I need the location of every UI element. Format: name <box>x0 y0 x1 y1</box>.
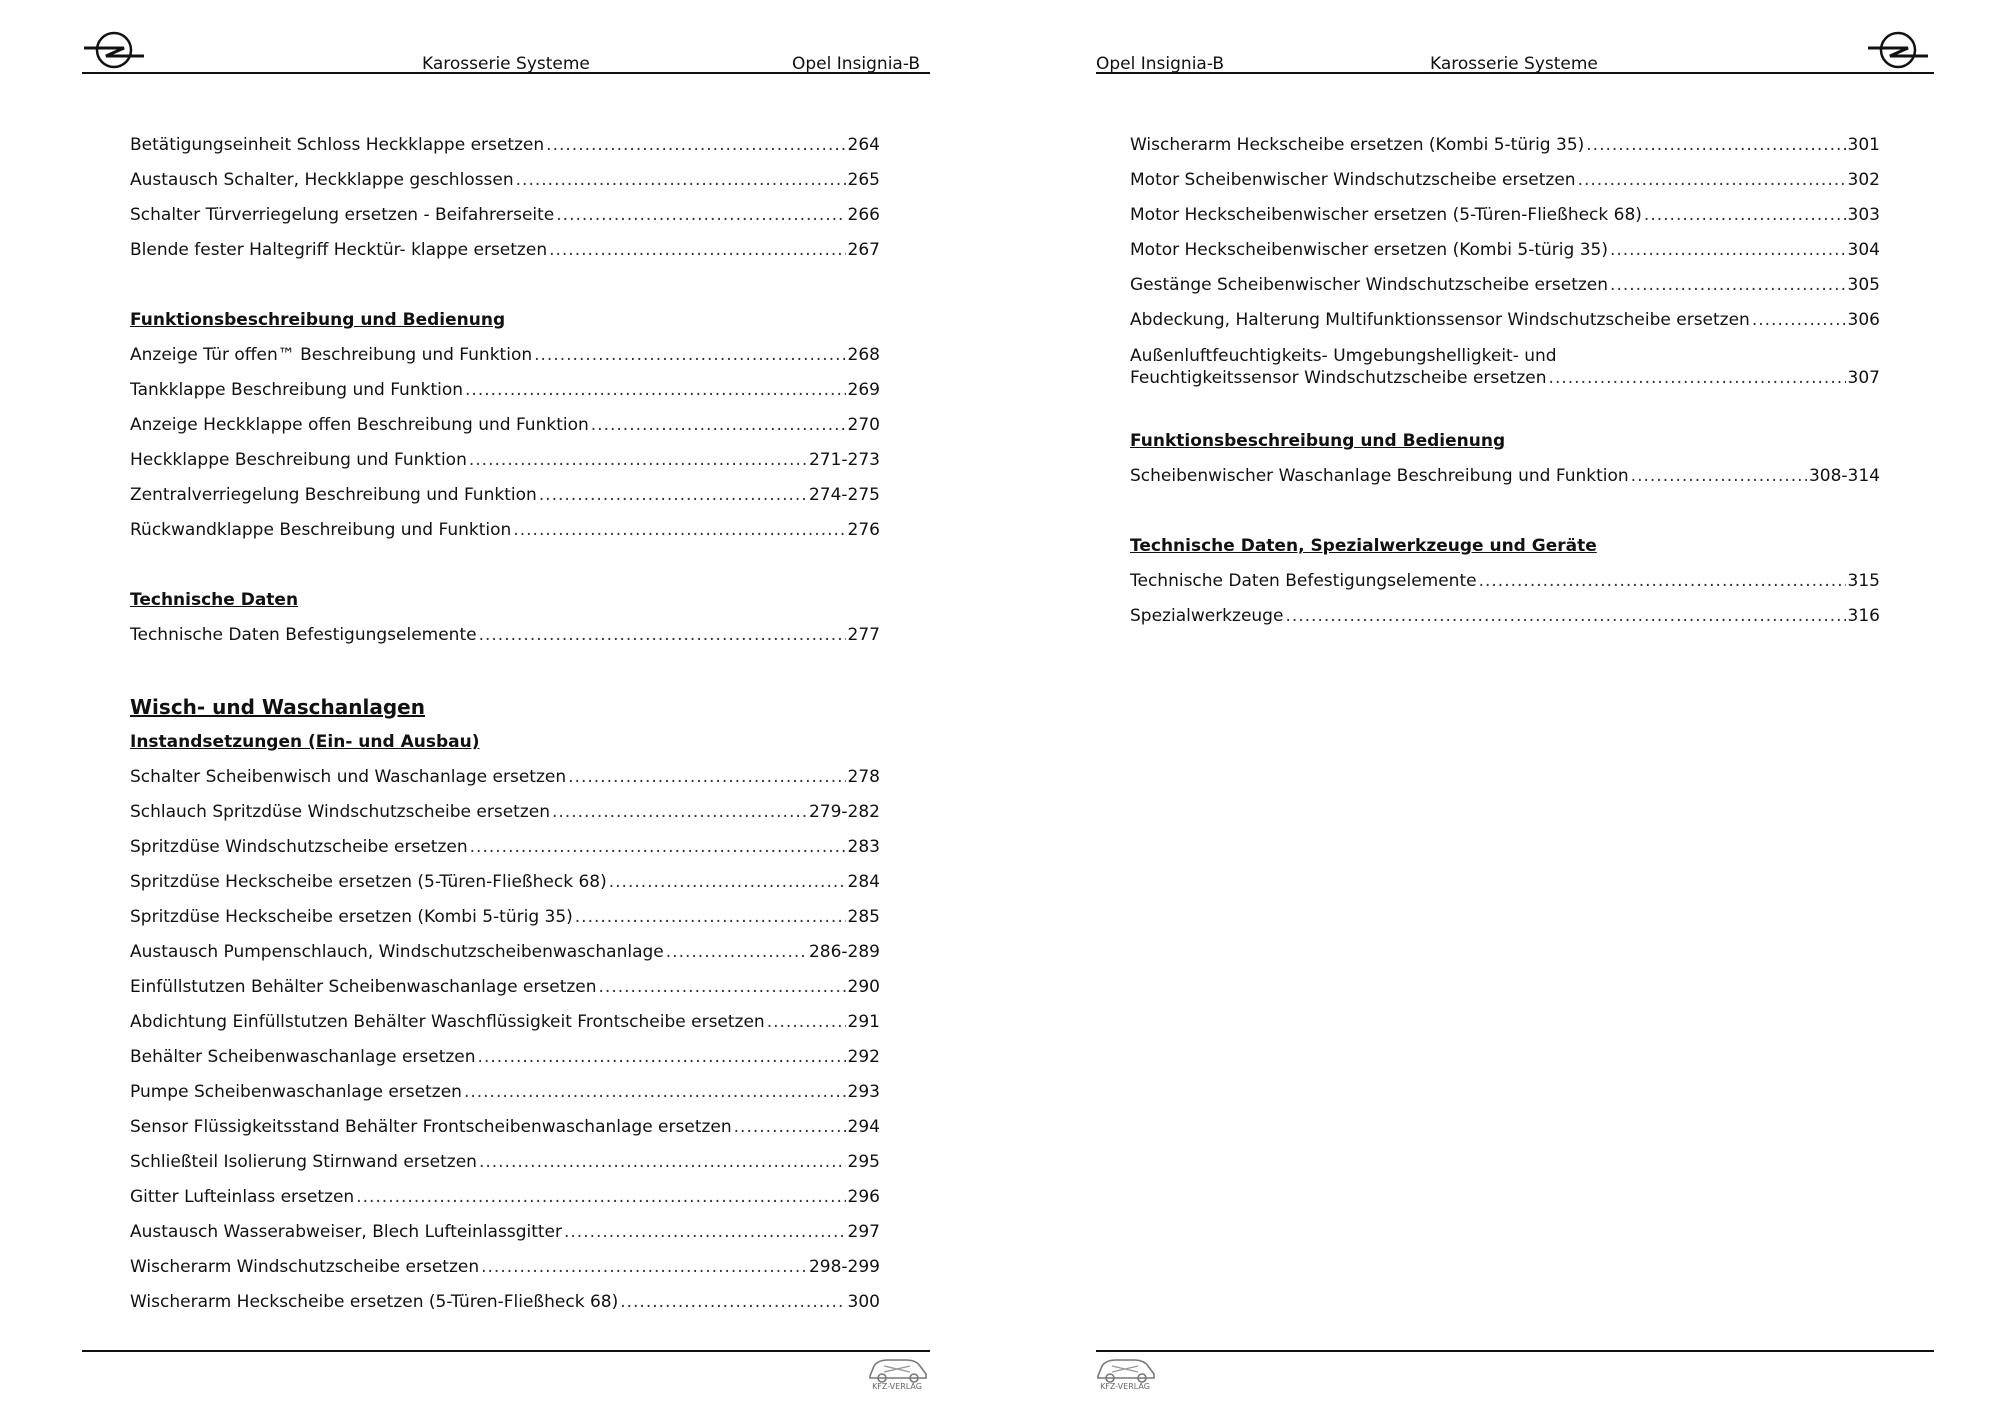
toc-entry[interactable] <box>130 373 880 408</box>
kfz-verlag-car-logo-icon <box>864 1352 930 1392</box>
toc-entry[interactable] <box>1130 564 1880 599</box>
toc-entry[interactable] <box>130 760 880 795</box>
toc-page-number: 304 <box>1847 240 1880 260</box>
toc-leader-dots <box>539 478 807 513</box>
toc-entry[interactable] <box>130 1005 880 1040</box>
toc-page-number: 264 <box>847 135 880 155</box>
toc-leader-dots <box>666 935 807 970</box>
toc-page-number: 294 <box>847 1117 880 1137</box>
toc-leader-dots <box>591 408 846 443</box>
section-heading-tech: Technische Daten, Spezialwerkzeuge und Geräte <box>1130 536 1597 556</box>
toc-entry-title: Spritzdüse Heckscheibe ersetzen (5-Türen-Fließheck 68) <box>130 872 607 892</box>
right-page <box>1000 0 2000 1413</box>
sub-heading-repair: Instandsetzungen (Ein- und Ausbau) <box>130 732 480 752</box>
section-heading-function: Funktionsbeschreibung und Bedienung <box>1130 431 1506 451</box>
toc-leader-dots <box>575 900 846 935</box>
toc-leader-dots <box>599 970 846 1005</box>
toc-page-number: 274-275 <box>808 485 880 505</box>
toc-entry-title: Einfüllstutzen Behälter Scheibenwaschanlage ersetzen <box>130 977 597 997</box>
toc-entry-title: Technische Daten Befestigungselemente <box>1130 571 1477 591</box>
toc-page-number: 300 <box>847 1292 880 1312</box>
toc-entry-title: Gestänge Scheibenwischer Windschutzscheibe ersetzen <box>1130 275 1609 295</box>
toc-entry[interactable] <box>130 233 880 268</box>
toc-entry-title: Motor Scheibenwischer Windschutzscheibe ersetzen <box>1130 170 1576 190</box>
toc-leader-dots <box>478 1040 846 1075</box>
toc-entry-title: Abdeckung, Halterung Multifunktionssensor Windschutzscheibe ersetzen <box>1130 310 1750 330</box>
toc-entry[interactable] <box>130 1075 880 1110</box>
toc-leader-dots <box>356 1180 845 1215</box>
toc-entry-title: Spritzdüse Heckscheibe ersetzen (Kombi 5-türig 35) <box>130 907 573 927</box>
toc-entry-title: Austausch Wasserabweiser, Blech Lufteinlassgitter <box>130 1222 562 1242</box>
opel-logo-icon <box>1866 30 1930 70</box>
toc-entry[interactable] <box>130 198 880 233</box>
toc-page-number: 292 <box>847 1047 880 1067</box>
toc-leader-dots <box>1644 198 1846 233</box>
toc-entry-title: Wischerarm Windschutzscheibe ersetzen <box>130 1257 480 1277</box>
header-model-title: Opel Insignia-B <box>792 54 921 74</box>
toc-page-number: 285 <box>847 907 880 927</box>
toc-entry[interactable] <box>130 408 880 443</box>
toc-leader-dots <box>620 1285 845 1320</box>
toc-entry[interactable] <box>130 830 880 865</box>
toc-page-number: 266 <box>847 205 880 225</box>
toc-entry-title: Anzeige Heckklappe offen Beschreibung und Funktion <box>130 415 589 435</box>
toc-entry-title: Zentralverriegelung Beschreibung und Funktion <box>130 485 537 505</box>
toc-page-number: 308-314 <box>1808 466 1880 486</box>
footer-rule <box>82 1350 930 1352</box>
toc-leader-dots <box>556 198 845 233</box>
header-rule <box>1096 72 1934 74</box>
toc-entry[interactable] <box>130 1215 880 1250</box>
toc-leader-dots <box>479 618 846 653</box>
toc-page-number: 307 <box>1847 368 1880 388</box>
toc-entry[interactable] <box>1130 163 1880 198</box>
toc-entry-title-line2: Feuchtigkeitssensor Windschutzscheibe ersetzen <box>1130 368 1547 388</box>
toc-page-number: 290 <box>847 977 880 997</box>
toc-leader-dots <box>479 1145 846 1180</box>
toc-entry[interactable] <box>1130 268 1880 303</box>
toc-entry-title: Tankklappe Beschreibung und Funktion <box>130 380 464 400</box>
toc-leader-dots <box>568 760 845 795</box>
toc-entry-title: Austausch Schalter, Heckklappe geschlossen <box>130 170 514 190</box>
toc-entry[interactable] <box>130 1180 880 1215</box>
toc-page-number: 303 <box>1847 205 1880 225</box>
toc-page-number: 284 <box>847 872 880 892</box>
toc-leader-dots <box>549 233 845 268</box>
toc-entry-title: Spritzdüse Windschutzscheibe ersetzen <box>130 837 468 857</box>
toc-entry-title-line1: Außenluftfeuchtigkeits- Umgebungshelligkeit- und <box>1130 346 1557 366</box>
toc-leader-dots <box>516 163 846 198</box>
toc-entry-title: Betätigungseinheit Schloss Heckklappe ersetzen <box>130 135 545 155</box>
toc-entry[interactable] <box>130 1250 880 1285</box>
toc-leader-dots <box>609 865 846 900</box>
toc-entry-twoline[interactable] <box>1130 345 1880 389</box>
toc-entry-title: Schalter Türverriegelung ersetzen - Beifahrerseite <box>130 205 555 225</box>
toc-page-number: 293 <box>847 1082 880 1102</box>
toc-entry-title: Abdichtung Einfüllstutzen Behälter Waschflüssigkeit Frontscheibe ersetzen <box>130 1012 765 1032</box>
toc-leader-dots <box>1479 564 1846 599</box>
toc-leader-dots <box>767 1005 846 1040</box>
toc-entry[interactable] <box>130 478 880 513</box>
svg-text:KFZ-VERLAG: KFZ-VERLAG <box>1100 1382 1150 1391</box>
toc-page-number: 301 <box>1847 135 1880 155</box>
toc-page-number: 298-299 <box>808 1257 880 1277</box>
toc-leader-dots <box>1285 599 1845 634</box>
toc-entry-title: Motor Heckscheibenwischer ersetzen (Kombi 5-türig 35) <box>1130 240 1608 260</box>
toc-entry[interactable] <box>130 900 880 935</box>
major-heading-wisch: Wisch- und Waschanlagen <box>130 695 425 719</box>
toc-entry-title: Motor Heckscheibenwischer ersetzen (5-Türen-Fließheck 68) <box>1130 205 1642 225</box>
toc-entry-title: Behälter Scheibenwaschanlage ersetzen <box>130 1047 476 1067</box>
toc-leader-dots <box>1752 303 1846 338</box>
toc-page-number: 271-273 <box>808 450 880 470</box>
toc-entry[interactable] <box>130 163 880 198</box>
toc-entry-title: Wischerarm Heckscheibe ersetzen (Kombi 5-türig 35) <box>1130 135 1585 155</box>
toc-page-number: 265 <box>847 170 880 190</box>
toc-entry-title: Heckklappe Beschreibung und Funktion <box>130 450 467 470</box>
toc-leader-dots <box>546 128 845 163</box>
toc-page-number: 276 <box>847 520 880 540</box>
toc-leader-dots <box>464 1075 846 1110</box>
toc-leader-dots <box>1586 128 1845 163</box>
toc-entry-title: Schlauch Spritzdüse Windschutzscheibe ersetzen <box>130 802 550 822</box>
toc-leader-dots <box>513 513 845 548</box>
toc-entry[interactable] <box>130 1285 880 1320</box>
toc-entry[interactable] <box>1130 128 1880 163</box>
toc-leader-dots <box>564 1215 846 1250</box>
toc-page-number: 278 <box>847 767 880 787</box>
toc-page-number: 296 <box>847 1187 880 1207</box>
toc-entry-title: Gitter Lufteinlass ersetzen <box>130 1187 355 1207</box>
toc-entry[interactable] <box>1130 233 1880 268</box>
kfz-verlag-car-logo-icon <box>1092 1352 1158 1392</box>
toc-page-number: 306 <box>1847 310 1880 330</box>
toc-leader-dots <box>465 373 846 408</box>
toc-entry-title: Spezialwerkzeuge <box>1130 606 1284 626</box>
toc-entry[interactable] <box>130 443 880 478</box>
toc-entry[interactable] <box>130 865 880 900</box>
header-model-title: Opel Insignia-B <box>1096 54 1225 74</box>
toc-leader-dots <box>734 1110 846 1145</box>
toc-entry-title: Technische Daten Befestigungselemente <box>130 625 477 645</box>
toc-entry[interactable] <box>130 795 880 830</box>
toc-entry-title: Anzeige Tür offen™ Beschreibung und Funktion <box>130 345 533 365</box>
toc-entry-title: Austausch Pumpenschlauch, Windschutzscheibenwaschanlage <box>130 942 664 962</box>
toc-entry[interactable] <box>130 1040 880 1075</box>
header-rule <box>82 72 930 74</box>
toc-page-number: 295 <box>847 1152 880 1172</box>
toc-leader-dots <box>1631 459 1807 494</box>
toc-leader-dots <box>552 795 807 830</box>
toc-entry[interactable] <box>130 513 880 548</box>
toc-entry-title: Sensor Flüssigkeitsstand Behälter Frontscheibenwaschanlage ersetzen <box>130 1117 732 1137</box>
toc-entry-title: Schalter Scheibenwisch und Waschanlage ersetzen <box>130 767 567 787</box>
toc-page-number: 291 <box>847 1012 880 1032</box>
toc-entry-title: Scheibenwischer Waschanlage Beschreibung und Funktion <box>1130 466 1629 486</box>
toc-page-number: 302 <box>1847 170 1880 190</box>
footer-rule <box>1096 1350 1934 1352</box>
toc-leader-dots <box>534 338 845 373</box>
toc-entry[interactable] <box>130 970 880 1005</box>
toc-entry[interactable] <box>1130 303 1880 338</box>
toc-leader-dots <box>469 443 807 478</box>
section-heading-function: Funktionsbeschreibung und Bedienung <box>130 310 506 330</box>
toc-entry-title: Pumpe Scheibenwaschanlage ersetzen <box>130 1082 462 1102</box>
toc-entry-title: Blende fester Haltegriff Hecktür- klappe ersetzen <box>130 240 548 260</box>
toc-entry[interactable] <box>130 338 880 373</box>
toc-page-number: 279-282 <box>808 802 880 822</box>
toc-page-number: 267 <box>847 240 880 260</box>
toc-page-number: 286-289 <box>808 942 880 962</box>
toc-entry-title: Rückwandklappe Beschreibung und Funktion <box>130 520 512 540</box>
toc-page-number: 269 <box>847 380 880 400</box>
toc-page-number: 283 <box>847 837 880 857</box>
svg-text:KFZ-VERLAG: KFZ-VERLAG <box>872 1382 922 1391</box>
toc-entry-title: Wischerarm Heckscheibe ersetzen (5-Türen-Fließheck 68) <box>130 1292 619 1312</box>
toc-entry[interactable] <box>1130 459 1880 494</box>
toc-page-number: 316 <box>1847 606 1880 626</box>
toc-leader-dots <box>1549 367 1846 389</box>
toc-entry[interactable] <box>130 1110 880 1145</box>
toc-entry[interactable] <box>1130 198 1880 233</box>
toc-leader-dots <box>481 1250 807 1285</box>
toc-entry[interactable] <box>130 618 880 653</box>
toc-page-number: 270 <box>847 415 880 435</box>
section-heading-tech: Technische Daten <box>130 590 299 610</box>
toc-entry-title: Schließteil Isolierung Stirnwand ersetzen <box>130 1152 477 1172</box>
toc-page-number: 297 <box>847 1222 880 1242</box>
header-section-title: Karosserie Systeme <box>422 54 590 74</box>
toc-leader-dots <box>1610 268 1846 303</box>
toc-page-number: 277 <box>847 625 880 645</box>
toc-page-number: 268 <box>847 345 880 365</box>
toc-page-number: 305 <box>1847 275 1880 295</box>
left-page-header <box>0 0 1000 80</box>
toc-entry[interactable] <box>130 128 880 163</box>
toc-leader-dots <box>470 830 846 865</box>
toc-leader-dots <box>1578 163 1846 198</box>
table-of-contents-right <box>1130 128 1880 634</box>
opel-logo-icon <box>82 30 146 70</box>
toc-leader-dots <box>1610 233 1846 268</box>
toc-page-number: 315 <box>1847 571 1880 591</box>
header-section-title: Karosserie Systeme <box>1430 54 1598 74</box>
toc-entry[interactable] <box>1130 599 1880 634</box>
right-page-header <box>1000 0 2000 80</box>
toc-entry[interactable] <box>130 935 880 970</box>
toc-entry[interactable] <box>130 1145 880 1180</box>
table-of-contents-left <box>130 128 880 1320</box>
